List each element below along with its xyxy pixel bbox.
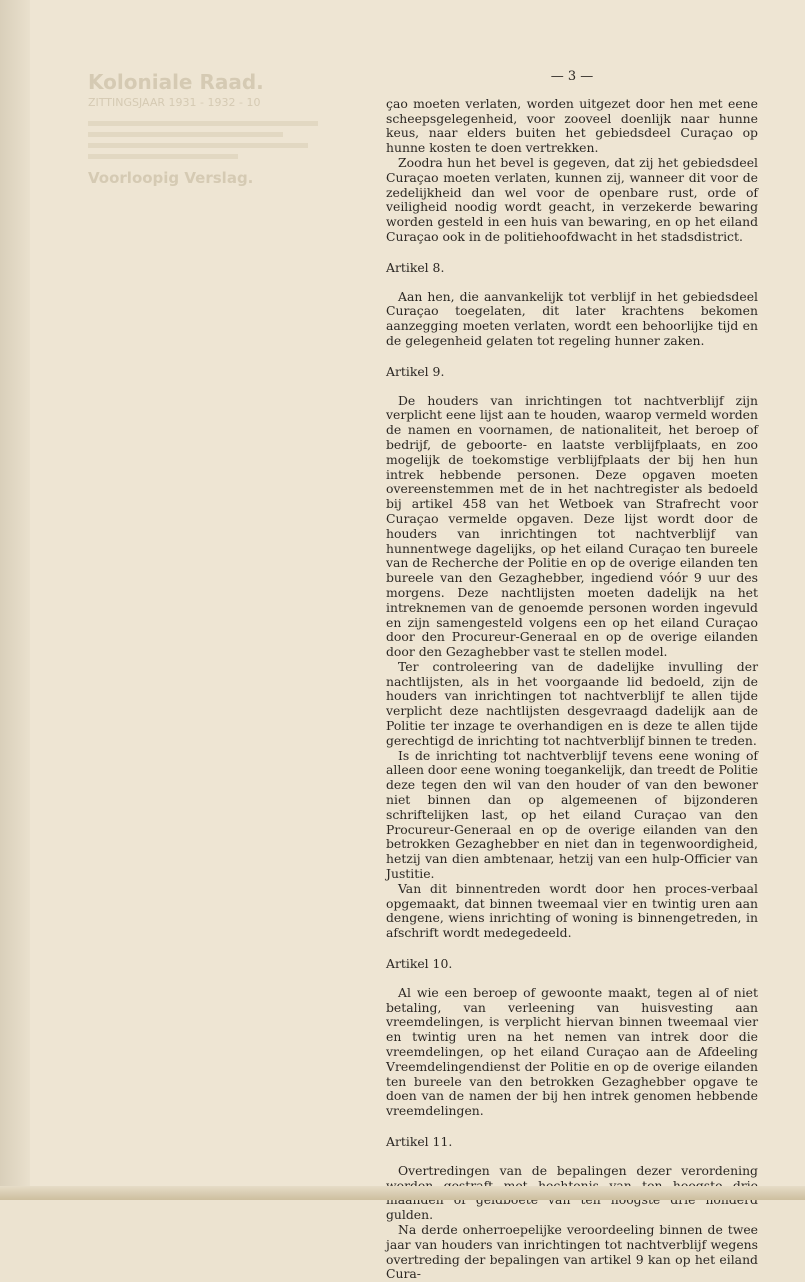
section-artikel-8 — [386, 261, 758, 349]
paragraph: Aan hen, die aanvankelijk tot verblijf in het gebiedsdeel Curaçao toegelaten, dit later krachtens bekomen aanzegging moeten verlaten, wordt een behoorlijke tijd en de gelegenheid gelaten tot regeling hunner zaken. — [386, 288, 758, 348]
page-bottom-edge — [0, 1186, 805, 1200]
paragraph: Na derde onherroepelijke veroordeeling binnen de twee jaar van houders van inrichtingen tot nachtverblijf wegens overtreding der bepalingen van artikel 9 kan op het eiland Cura- — [386, 1221, 758, 1282]
paragraph: Al wie een beroep of gewoonte maakt, tegen al of niet betaling, van verleening van huisvesting aan vreemdelingen, is verplicht hiervan binnen tweemaal vier en twintig uren na het nemen van intrek door die vreemdelingen, op het eiland Curaçao aan de Afdeeling Vreemdelingendienst der Politie en op de overige eilanden ten bureele van den betrokken Gezaghebber opgave te doen van de namen der bij hen intrek genomen hebbende vreemdelingen. — [386, 984, 758, 1119]
section-artikel-10 — [386, 957, 758, 1119]
article-heading: Artikel 10. — [386, 956, 453, 972]
bleed-through-section: Voorloopig Verslag. — [88, 169, 254, 187]
section-intro — [386, 97, 758, 245]
bleed-through-title: Koloniale Raad. — [88, 70, 264, 94]
paragraph: Zoodra hun het bevel is gegeven, dat zij het gebiedsdeel Curaçao moeten verlaten, kunnen zij, wanneer dit voor de zedelijkheid dan wel voor de openbare rust, orde of veiligheid noodig wordt geacht, in verzekerde bewaring worden gesteld in een huis van bewaring, en op het eiland Curaçao ook in de politiehoofdwacht in het stadsdistrict. — [386, 154, 758, 244]
binding-gutter — [0, 0, 30, 1200]
paragraph: Is de inrichting tot nachtverblijf tevens eene woning of alleen door eene woning toegankelijk, dan treedt de Politie deze tegen den wil van den houder of van den bewoner niet binnen dan op algemeenen of bijzonderen schriftelijken last, op het eiland Curaçao van den Procureur-Generaal en op de overige eilanden van den betrokken Gezaghebber en niet dan in tegenwoordigheid, hetzij van dien ambtenaar, hetzij van een hulp-Officier van Justitie. — [386, 747, 758, 882]
paragraph: Van dit binnentreden wordt door hen proces-verbaal opgemaakt, dat binnen tweemaal vier en twintig uren aan dengene, wiens inrichting of woning is binnengetreden, in afschrift wordt medegedeeld. — [386, 880, 758, 941]
paragraph: Overtredingen van de bepalingen dezer verordening gulden. — [386, 1162, 758, 1223]
article-heading: Artikel 8. — [386, 259, 445, 275]
text-column — [386, 70, 758, 1282]
section-artikel-11 — [386, 1135, 758, 1282]
page-number: — 3 — — [550, 69, 594, 84]
bleed-through-text — [88, 70, 338, 187]
section-artikel-9 — [386, 365, 758, 941]
bleed-through-session: ZITTINGSJAAR 1931 - 1932 - 10 — [88, 96, 261, 109]
paragraph: çao moeten verlaten, worden uitgezet door hen met eene scheepsgelegenheid, voor zooveel doenlijk naar hunne keus, naar elders buiten het gebiedsdeel Curaçao op hunne kosten te doen vertrekken. — [386, 95, 758, 156]
article-heading: Artikel 11. — [386, 1134, 453, 1149]
bleed-through-lines — [88, 121, 338, 159]
paragraph: Ter controleering van de dadelijke invulling der nachtlijsten, als in het voorgaande lid bedoeld, zijn de houders van inrichtingen tot nachtverblijf te allen tijde verplicht deze nachtlijsten desgevraagd dadelijk aan de Politie ter inzage te overhandigen en is deze te allen tijde gerechtigd de inrichting tot nachtverblijf binnen te treden. — [386, 658, 758, 748]
paragraph: De houders van inrichtingen tot nachtverblijf zijn verplicht eene lijst aan te houden, waarop vermeld worden de namen en voornamen, de nationaliteit, het beroep of bedrijf, de geboorte- en laatste verblijfplaats, en zoo mogelijk de toekomstige verblijfplaats der bij hen hun intrek hebbende personen. Deze opgaven moeten overeenstemmen met de in het nachtregister als bedoeld bij artikel 458 van het Wetboek van Strafrecht voor Curaçao vermelde opgaven. Deze lijst wordt door de houders van inrichtingen tot nachtverblijf van hunnentwege dagelijks, op het eiland Curaçao ten bureele van de Recherche der Politie en op de overige eilanden ten bureele van den Gezaghebber, ingediend vóór 9 uur des morgens. Deze nachtlijsten moeten dadelijk na het intreknemen van de genoemde personen worden ingevuld en zijn samengesteld volgens een op het eiland Curaçao door den Procureur-Generaal en op de overige eilanden door den Gezaghebber vast te stellen model. — [386, 392, 758, 660]
article-heading: Artikel 9. — [386, 363, 445, 379]
